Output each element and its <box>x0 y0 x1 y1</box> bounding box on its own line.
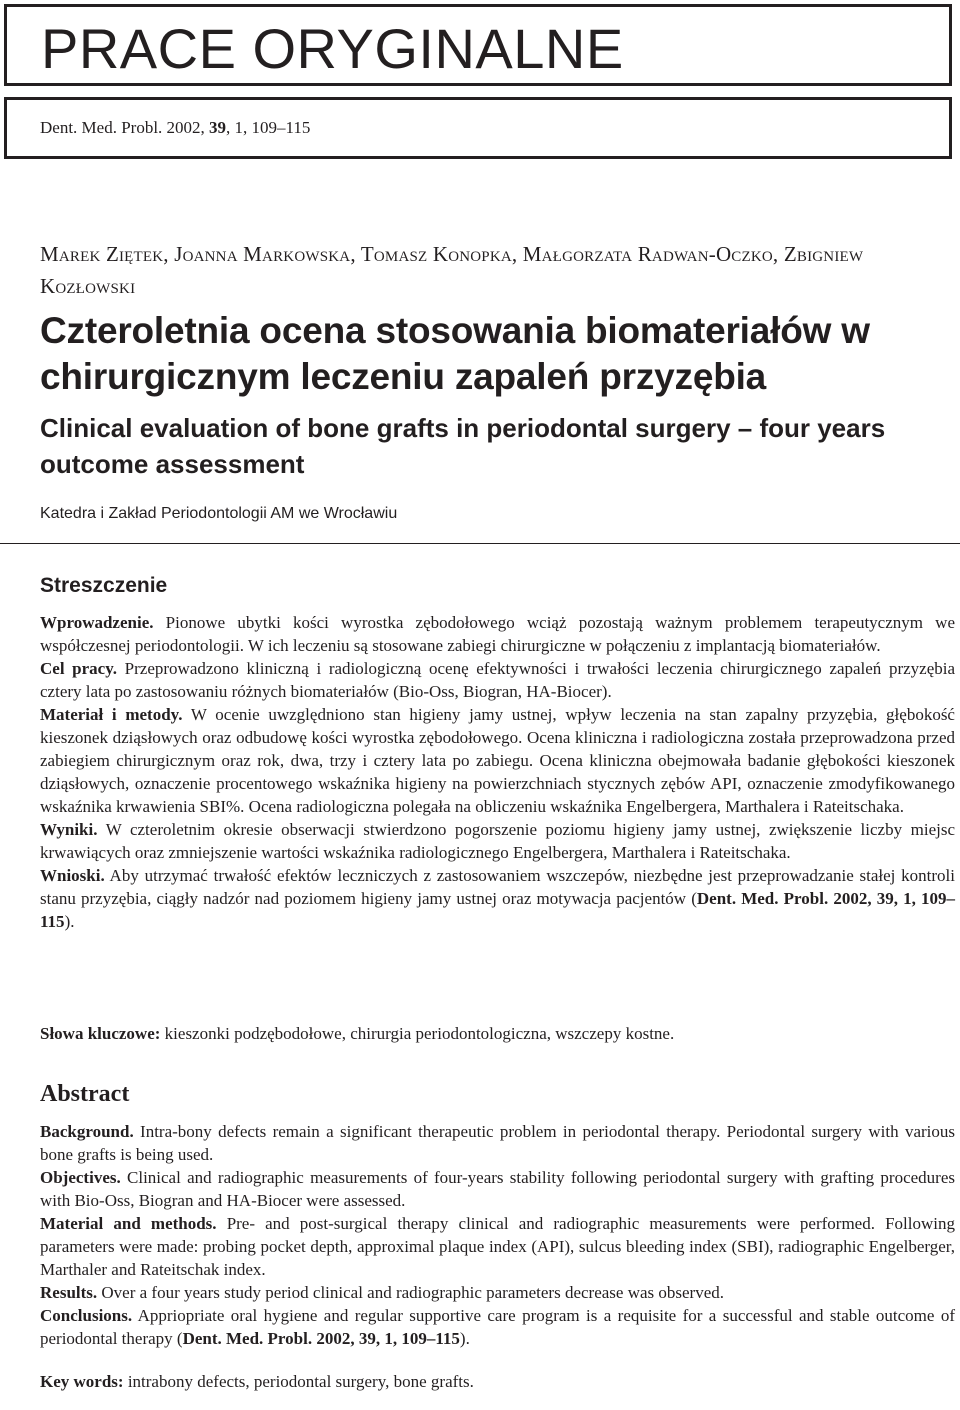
keywords-pl <box>40 1022 955 1045</box>
paragraph-text: W ocenie uwzględniono stan higieny jamy ustnej, wpływ leczenia na stan zapalny przyzębia, głębokość kieszonek dziąsłowych oraz odbudowę kości wyrostka zębodołowego. Ocena kliniczna i radiologiczna została przeprowadzona przed zabiegiem chirurgicznym oraz rok, dwa, trzy i cztery lata po zabiegu. Ocena kliniczna obejmowała badanie głębokości kieszonek dziąsłowych, oznaczenie procentowego wskaźnika higieny na powierzchniach stycznych zębów API, oznaczenie zmodyfikowanego wskaźnika krwawienia SBI%. Ocena radiologiczna polegała na obliczeniu wskaźnika Engelbergera, Marthalera i Rateitschaka. <box>40 705 955 816</box>
paragraph-label: Materiał i metody. <box>40 705 183 724</box>
keywords-en <box>40 1370 955 1393</box>
paragraph-label: Wnioski. <box>40 866 105 885</box>
paragraph-end: ). <box>459 1329 470 1348</box>
abstract-body <box>40 1120 955 1350</box>
paragraph-results <box>40 1281 955 1304</box>
paragraph-label: Background. <box>40 1122 134 1141</box>
keywords-label: Key words: <box>40 1372 124 1391</box>
keywords-text: kieszonki podzębodołowe, chirurgia periodontologiczna, wszczepy kostne. <box>160 1024 675 1043</box>
paragraph-text: Intra-bony defects remain a significant therapeutic problem in periodontal therapy. Periodontal surgery with various bone grafts is being used. <box>40 1122 955 1164</box>
paragraph-background <box>40 1120 955 1166</box>
paragraph-text: Appriopriate oral hygiene and regular supportive care program is a requisite for a successful and stable outcome of periodontal therapy ( <box>40 1306 955 1348</box>
paragraph-text: Przeprowadzono kliniczną i radiologiczną ocenę efektywności i trwałości leczenia chirurgicznego zapaleń przyzębia cztery lata po zastosowaniu różnych biomateriałów (Bio-Oss, Biogran, HA-Biocer). <box>40 659 956 701</box>
affiliation: Katedra i Zakład Periodontologii AM we Wrocławiu <box>40 505 398 522</box>
paragraph-objectives <box>40 1166 955 1212</box>
paragraph-wprowadzenie <box>40 611 955 657</box>
paragraph-label: Wyniki. <box>40 820 98 839</box>
paragraph-text: Over a four years study period clinical and radiographic parameters decrease was observed. <box>97 1283 724 1302</box>
paragraph-wnioski <box>40 864 955 933</box>
paragraph-text: W czteroletnim okresie obserwacji stwierdzono pogorszenie poziomu higieny jamy ustnej, zwiększenie liczby miejsc krwawiących oraz zmniejszenie wartości wskaźnika radiologicznego Engelbergera, Marthalera i Rateitschaka. <box>40 820 955 862</box>
paragraph-citation: Dent. Med. Probl. 2002, 39, 1, 109–115 <box>182 1329 460 1348</box>
citation-prefix: Dent. Med. Probl. 2002, <box>40 118 210 137</box>
paragraph-citation: Dent. Med. Probl. 2002, 39, 1, 109–115 <box>40 889 955 931</box>
paragraph-text: Pionowe ubytki kości wyrostka zębodołowego wciąż pozostają ważnym problemem terapeutycznym we współczesnej periodontologii. W ich leczeniu są stosowane zabiegi chirurgiczne w połączeniu z implantacją biomateriałów. <box>40 613 955 655</box>
paragraph-conclusions <box>40 1304 955 1350</box>
abstract-heading: Abstract <box>40 1081 130 1107</box>
citation-box <box>4 97 952 159</box>
divider <box>0 543 960 544</box>
keywords-text: intrabony defects, periodontal surgery, bone grafts. <box>123 1372 474 1391</box>
citation-suffix: , 1, 109–115 <box>226 118 311 137</box>
paragraph-end: ). <box>64 912 75 931</box>
streszczenie-heading: Streszczenie <box>40 574 168 597</box>
streszczenie-body <box>40 611 955 933</box>
paragraph-cel-pracy <box>40 657 955 703</box>
title-polish: Czteroletnia ocena stosowania biomateriałów w chirurgicznym leczeniu zapaleń przyzębia <box>40 310 870 397</box>
paragraph-label: Objectives. <box>40 1168 121 1187</box>
paragraph-text: Aby utrzymać trwałość efektów leczniczych z zastosowaniem wszczepów, niezbędne jest przeprowadzanie stałej kontroli stanu przyzębia, ciągły nadzór nad poziomem higieny jamy ustnej oraz motywacja pacjentów ( <box>40 866 955 908</box>
keywords-label: Słowa kluczowe: <box>40 1024 161 1043</box>
citation-volume: 39 <box>209 118 227 137</box>
journal-section-box <box>4 4 952 86</box>
title-english: Clinical evaluation of bone grafts in periodontal surgery – four years outcome assessment <box>40 413 886 479</box>
paragraph-material-and-methods <box>40 1212 955 1281</box>
paragraph-text: Pre- and post-surgical therapy clinical and radiographic measurements were performed. Following parameters were made: probing pocket depth, approximal plaque index (API), sulcus bleeding index (SBI), radiographic Engelberger, Marthaler and Rateitschak index. <box>40 1214 956 1279</box>
paragraph-label: Conclusions. <box>40 1306 133 1325</box>
paragraph-label: Wprowadzenie. <box>40 613 154 632</box>
citation-line <box>40 118 310 138</box>
paragraph-material-i-metody <box>40 703 955 818</box>
section-title: PRACE ORYGINALNE <box>41 17 624 80</box>
paragraph-label: Results. <box>40 1283 98 1302</box>
paragraph-text: Clinical and radiographic measurements of four-years stability following periodontal surgery with grafting procedures with Bio-Oss, Biogran and HA-Biocer were assessed. <box>40 1168 955 1210</box>
paragraph-wyniki <box>40 818 955 864</box>
paragraph-label: Cel pracy. <box>40 659 118 678</box>
paragraph-label: Material and methods. <box>40 1214 217 1233</box>
authors: Marek Ziętek, Joanna Markowska, Tomasz Konopka, Małgorzata Radwan-Oczko, Zbigniew Kozłowski <box>40 242 864 298</box>
